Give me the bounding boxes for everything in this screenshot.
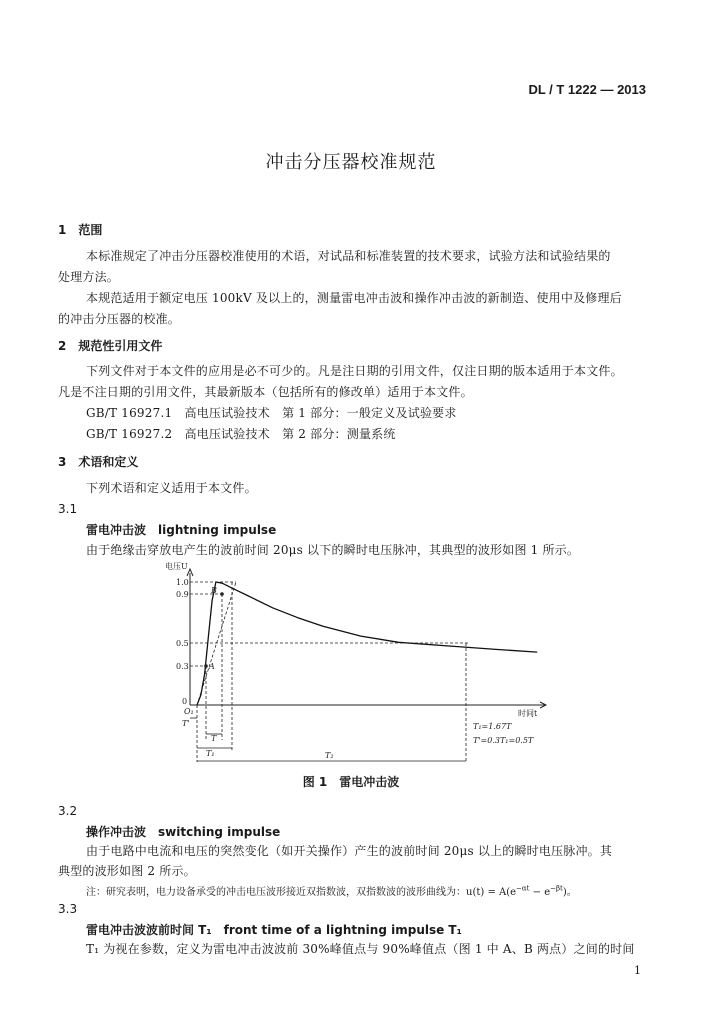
point-a-label: A [209, 662, 215, 671]
point-b-label: B [211, 586, 217, 595]
origin-label: O₁ [184, 707, 194, 716]
clause-3-3-text: T₁ 为视在参数，定义为雷电冲击波波前 30%峰值点与 90%峰值点（图 1 中 A、B 两点）之间的时间 [86, 942, 635, 956]
tick-0-9: 0.9 [176, 590, 189, 599]
section-2-heading: 2 规范性引用文件 [58, 339, 163, 353]
sec1-para2-line1: 本规范适用于额定电压 100kV 及以上的，测量雷电冲击波和操作冲击波的新制造、使用中及修理后 [86, 291, 622, 305]
clause-3-3-term: 雷电冲击波波前时间 T₁ front time of a lightning impulse T₁ [86, 923, 462, 937]
sec1-para1-line1: 本标准规定了冲击分压器校准使用的术语，对试品和标准装置的技术要求，试验方法和试验结果的 [86, 249, 611, 263]
note-exponent-1: −αt [516, 884, 530, 893]
section-3-heading: 3 术语和定义 [58, 455, 139, 469]
x-axis-label: 时间t [518, 709, 538, 718]
tick-1-0: 1.0 [176, 578, 189, 587]
clause-3-2-number: 3.2 [58, 804, 78, 818]
figure-caption: 图 1 雷电冲击波 [302, 775, 400, 789]
formula-t1: T₁=1.67T [473, 722, 512, 731]
reference-2: GB/T 16927.2 高电压试验技术 第 2 部分：测量系统 [86, 427, 396, 441]
tick-0-5: 0.5 [176, 639, 189, 648]
clause-3-1-term: 雷电冲击波 lightning impulse [86, 523, 277, 537]
clause-3-2-note [86, 883, 577, 898]
document-code: DL / T 1222 — 2013 [528, 82, 646, 97]
page-number: 1 [634, 964, 641, 977]
t1-label: T₁ [206, 749, 215, 758]
clause-3-3-number: 3.3 [58, 902, 78, 916]
sec1-para1-line2: 处理方法。 [58, 270, 120, 284]
page-title: 冲击分压器校准规范 [265, 152, 437, 173]
formula-t-prime: T'=0.3T₁=0.5T [473, 736, 534, 745]
note-text: 注：研究表明，电力设备承受的冲击电压波形接近双指数波，双指数波的波形曲线为：u(t) = A(e [86, 887, 517, 898]
sec1-para2-line2: 的冲击分压器的校准。 [58, 312, 181, 326]
clause-3-2-term: 操作冲击波 switching impulse [86, 825, 281, 839]
clause-3-1-text: 由于绝缘击穿放电产生的波前时间 20μs 以下的瞬时电压脉冲，其典型的波形如图 1 所示。 [86, 543, 580, 557]
point-b-marker [220, 592, 224, 596]
note-mid: − e [529, 887, 551, 898]
tick-0: 0 [182, 697, 188, 706]
t-prime-label: T' [182, 719, 190, 728]
note-end: )。 [562, 887, 577, 898]
clause-3-2-text-line1: 由于电路中电流和电压的突然变化（如开关操作）产生的波前时间 20μs 以上的瞬时电压脉冲。其 [86, 844, 613, 858]
impulse-curve [197, 582, 537, 705]
y-axis-label: 电压U [165, 562, 188, 571]
tick-0-3: 0.3 [176, 662, 189, 671]
sec3-intro: 下列术语和定义适用于本文件。 [86, 481, 257, 495]
sec2-para-line1: 下列文件对于本文件的应用是必不可少的。凡是注日期的引用文件，仅注日期的版本适用于本文件。 [86, 364, 623, 378]
note-exponent-2: −βt [550, 884, 563, 893]
clause-3-2-text-line2: 典型的波形如图 2 所示。 [58, 864, 196, 878]
clause-3-1-number: 3.1 [58, 502, 78, 516]
t2-label: T₂ [325, 751, 334, 760]
point-a-marker [204, 664, 208, 668]
t-label: T [211, 734, 217, 743]
section-1-heading: 1 范围 [58, 223, 103, 237]
reference-1: GB/T 16927.1 高电压试验技术 第 1 部分：一般定义及试验要求 [86, 406, 457, 420]
sec2-para-line2: 凡是不注日期的引用文件，其最新版本（包括所有的修改单）适用于本文件。 [58, 385, 473, 399]
